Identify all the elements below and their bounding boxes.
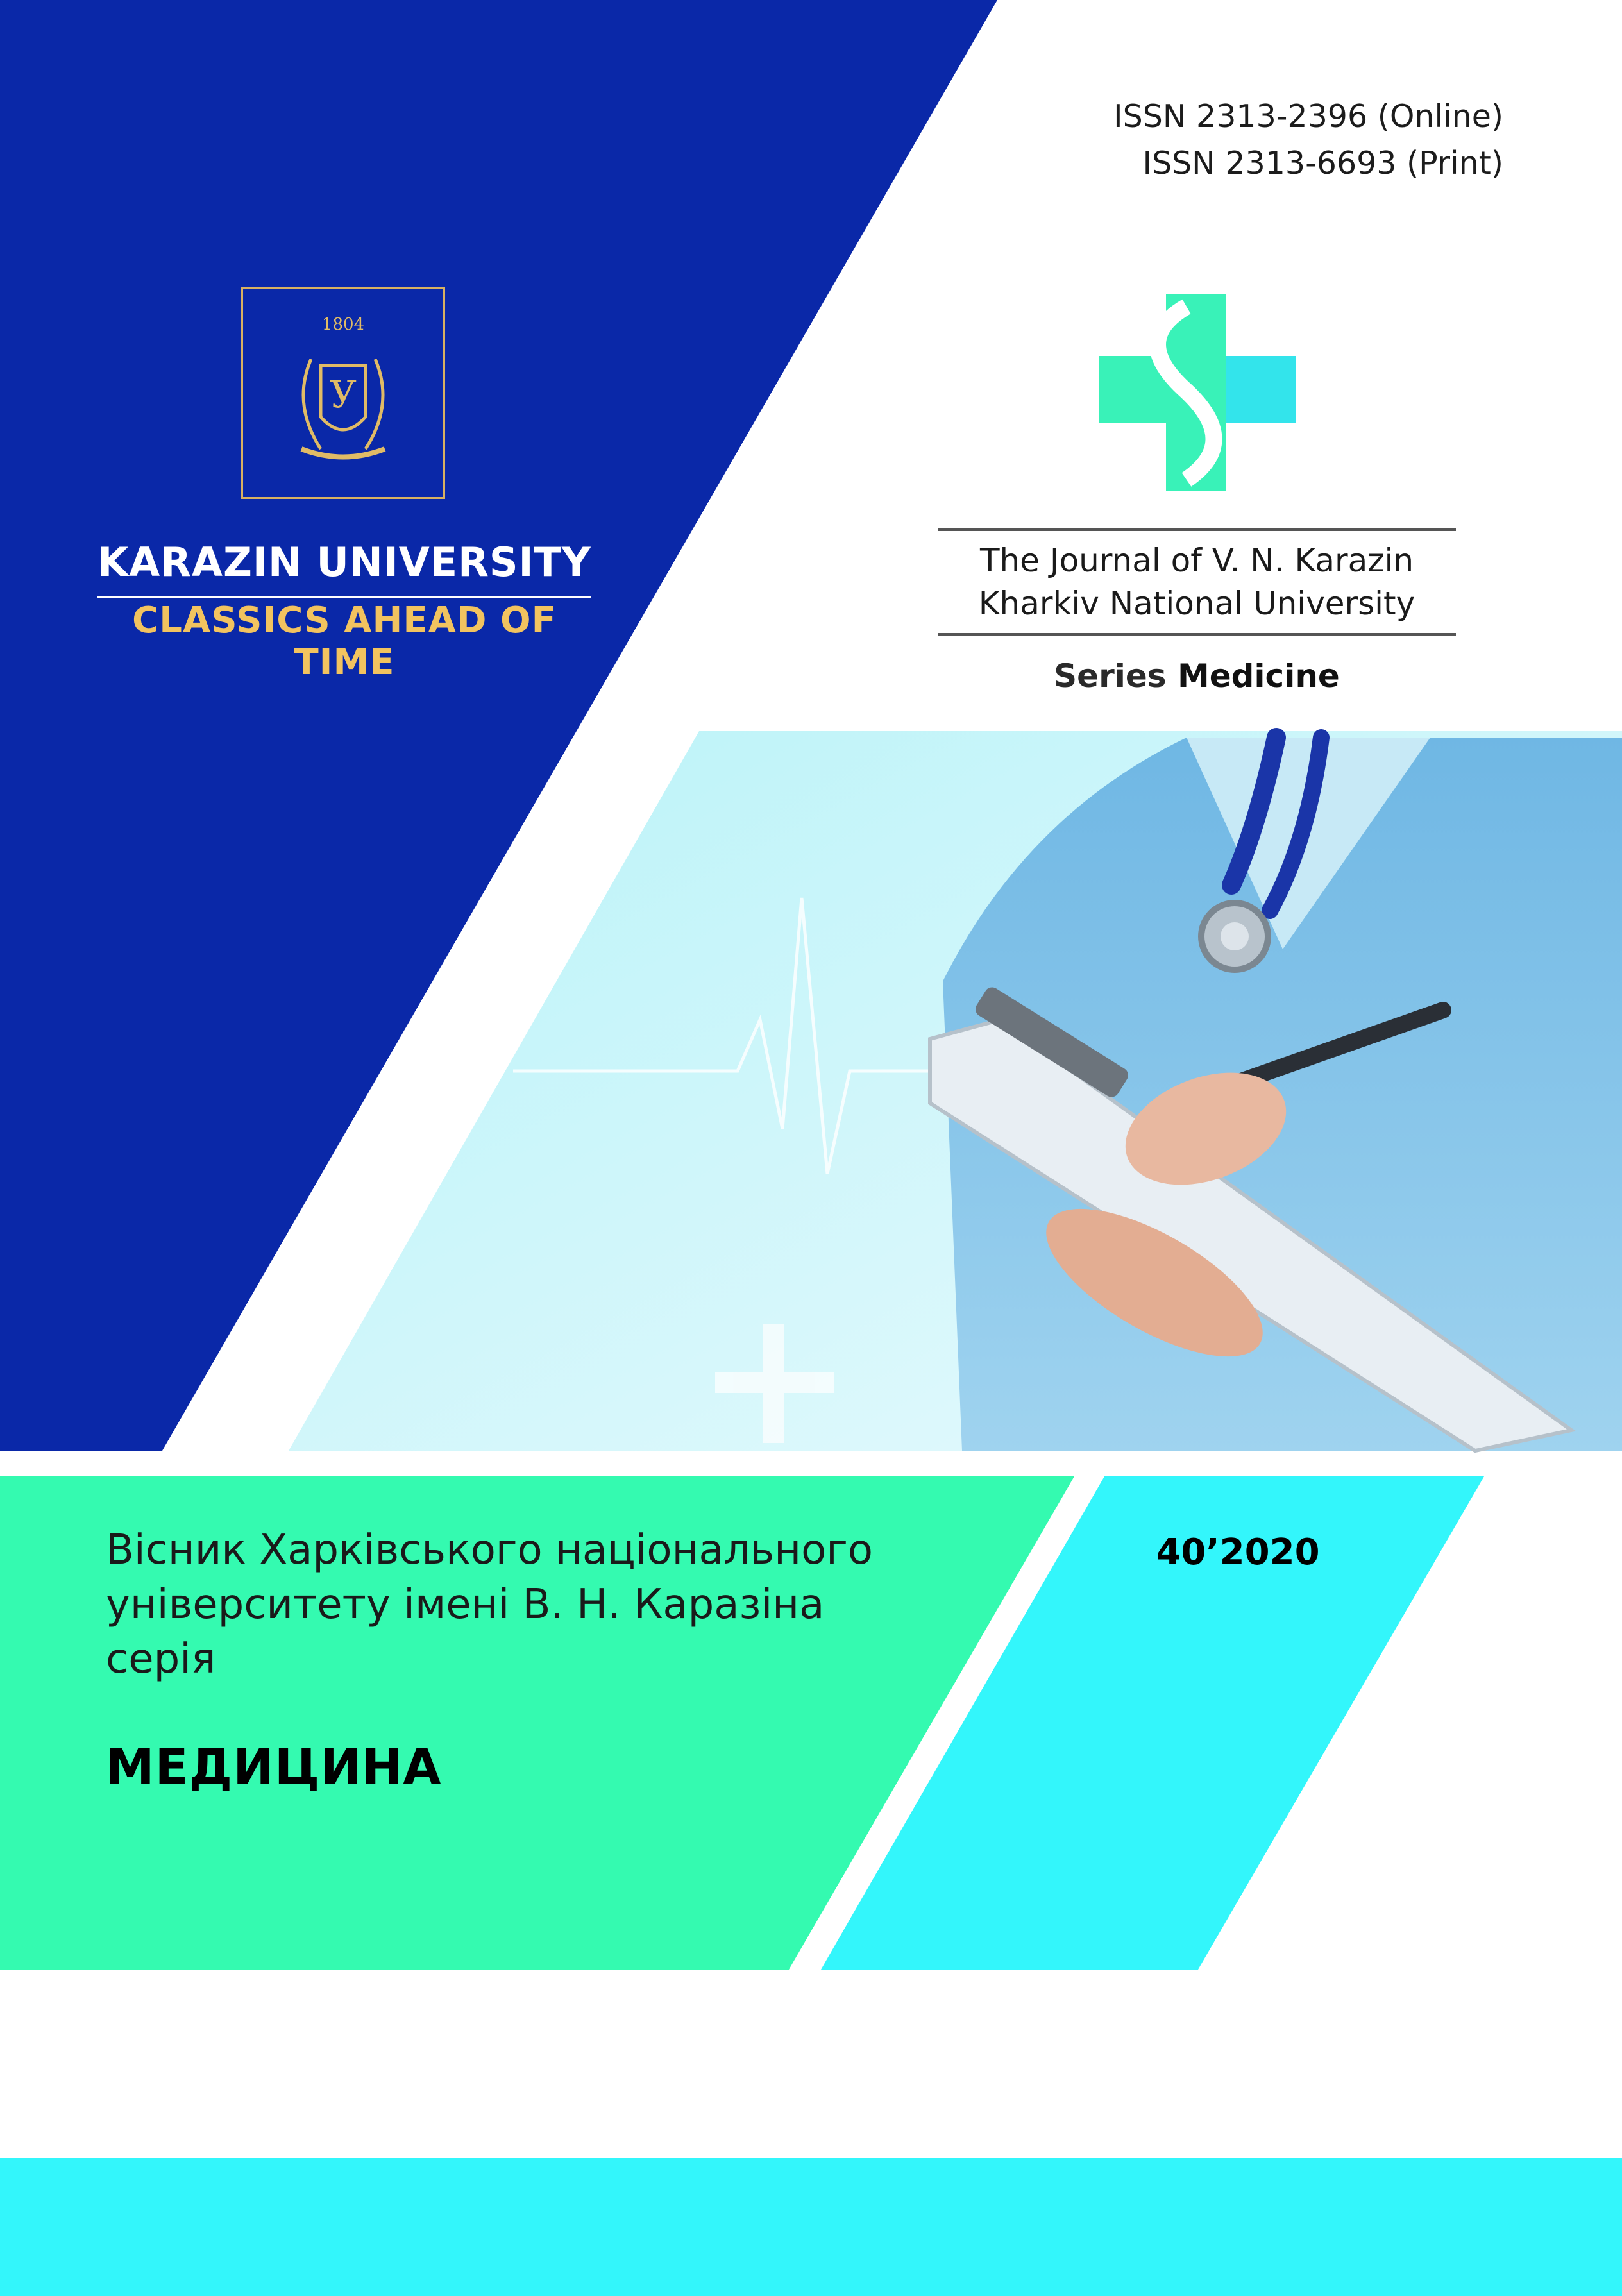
journal-rule-bottom [938,633,1456,636]
emblem-letter: У [330,373,357,416]
medical-cross-s-icon [1099,294,1296,491]
ukrainian-title-line3: серія [106,1635,216,1683]
journal-title-line1: The Journal of V. N. Karazin [979,542,1414,579]
series-word: Series [1054,657,1167,695]
issn-print: ISSN 2313-6693 (Print) [1142,145,1503,181]
series-label [938,657,1456,695]
footer-cyan-bar [0,2158,1622,2296]
emblem-year: 1804 [321,315,365,334]
university-name: KARAZIN UNIVERSITY [97,539,591,586]
series-name: Medicine [1177,657,1340,695]
university-slogan: CLASSICS AHEAD OF TIME [132,600,557,683]
university-divider [97,596,591,598]
ukrainian-title-line2: університету імені В. Н. Каразіна [106,1581,825,1628]
journal-title-line2: Kharkiv National University [978,585,1415,622]
journal-rule-top [938,528,1456,531]
issue-number: 40’2020 [1156,1532,1320,1573]
emblem-box [241,287,445,499]
issn-online: ISSN 2313-2396 (Online) [1113,98,1503,135]
ukrainian-title-line1: Вісник Харківського національного [106,1526,874,1574]
ukrainian-series-title: МЕДИЦИНА [106,1738,442,1795]
